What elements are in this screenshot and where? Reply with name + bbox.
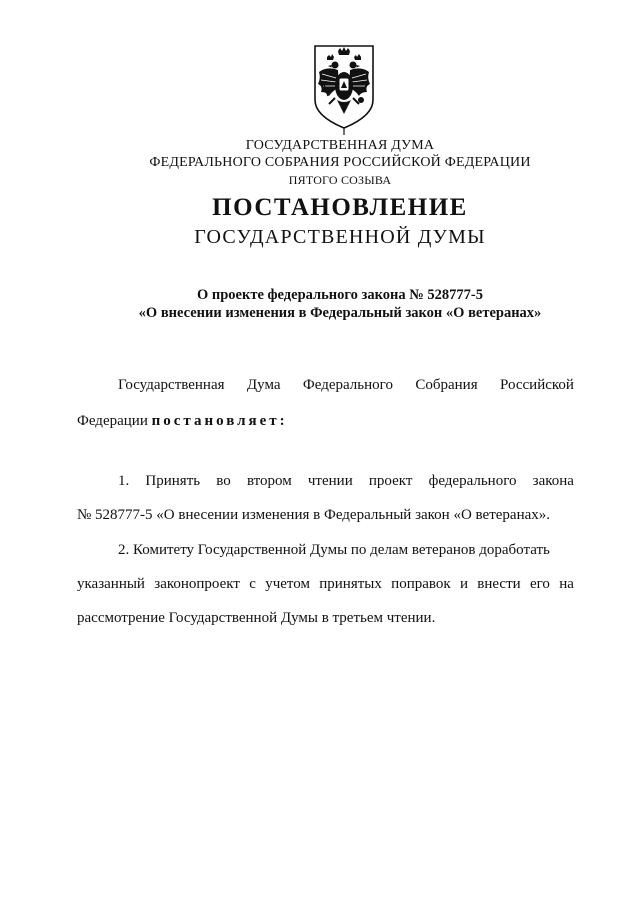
item-2-word: указанный: [77, 576, 145, 592]
item-2-line-2: [77, 576, 574, 593]
item-1-word: 1.: [118, 473, 130, 489]
item-1-word: во: [216, 473, 231, 489]
item-1-word: втором: [246, 473, 292, 489]
subject-line-1: О проекте федерального закона № 528777-5: [196, 287, 484, 303]
organization-name: ГОСУДАРСТВЕННАЯ ДУМА: [245, 138, 435, 153]
item-1-word: проект: [368, 473, 413, 489]
preamble-word: Собрания: [415, 377, 478, 393]
preamble-word: Российской: [500, 377, 574, 393]
document-type-title: ПОСТАНОВЛЕНИЕ: [212, 194, 468, 221]
item-2-word: и: [459, 576, 468, 592]
item-1-line-2: № 528777-5 «О внесении изменения в Федеральный закон «О ветеранах».: [77, 507, 550, 523]
item-2-line-3: рассмотрение Государственной Думы в третьем чтении.: [77, 610, 436, 626]
item-2-word: законопроект: [154, 576, 240, 592]
item-1-word: Принять: [145, 473, 201, 489]
item-2-word: поправок: [391, 576, 451, 592]
item-1-line-1: [118, 473, 574, 490]
preamble-line-2: [77, 413, 288, 430]
resolves-word: постановляет:: [151, 413, 288, 429]
subject-line-2: «О внесении изменения в Федеральный закон «О ветеранах»: [138, 305, 542, 321]
item-2-word: принятых: [319, 576, 382, 592]
item-2-word: внести: [477, 576, 521, 592]
item-1-word: чтении: [307, 473, 353, 489]
issuer-title: ГОСУДАРСТВЕННОЙ ДУМЫ: [194, 226, 486, 248]
item-2-word: учетом: [265, 576, 310, 592]
organization-subtitle: ФЕДЕРАЛЬНОГО СОБРАНИЯ РОССИЙСКОЙ ФЕДЕРАЦИИ: [149, 155, 531, 170]
item-2-word: на: [559, 576, 574, 592]
preamble-line-1: [118, 377, 574, 394]
item-2-word: с: [249, 576, 256, 592]
item-1-word: федерального: [428, 473, 517, 489]
preamble-word: Федерального: [302, 377, 393, 393]
preamble-word: Государственная: [118, 377, 225, 393]
preamble-subject: Федерации: [77, 413, 148, 429]
item-1-word: закона: [532, 473, 574, 489]
coat-of-arms-emblem: [309, 42, 379, 136]
item-2-word: его: [529, 576, 550, 592]
item-2-line-1: 2. Комитету Государственной Думы по делам ветеранов доработать: [118, 542, 550, 558]
convocation: ПЯТОГО СОЗЫВА: [288, 173, 392, 187]
preamble-word: Дума: [246, 377, 281, 393]
